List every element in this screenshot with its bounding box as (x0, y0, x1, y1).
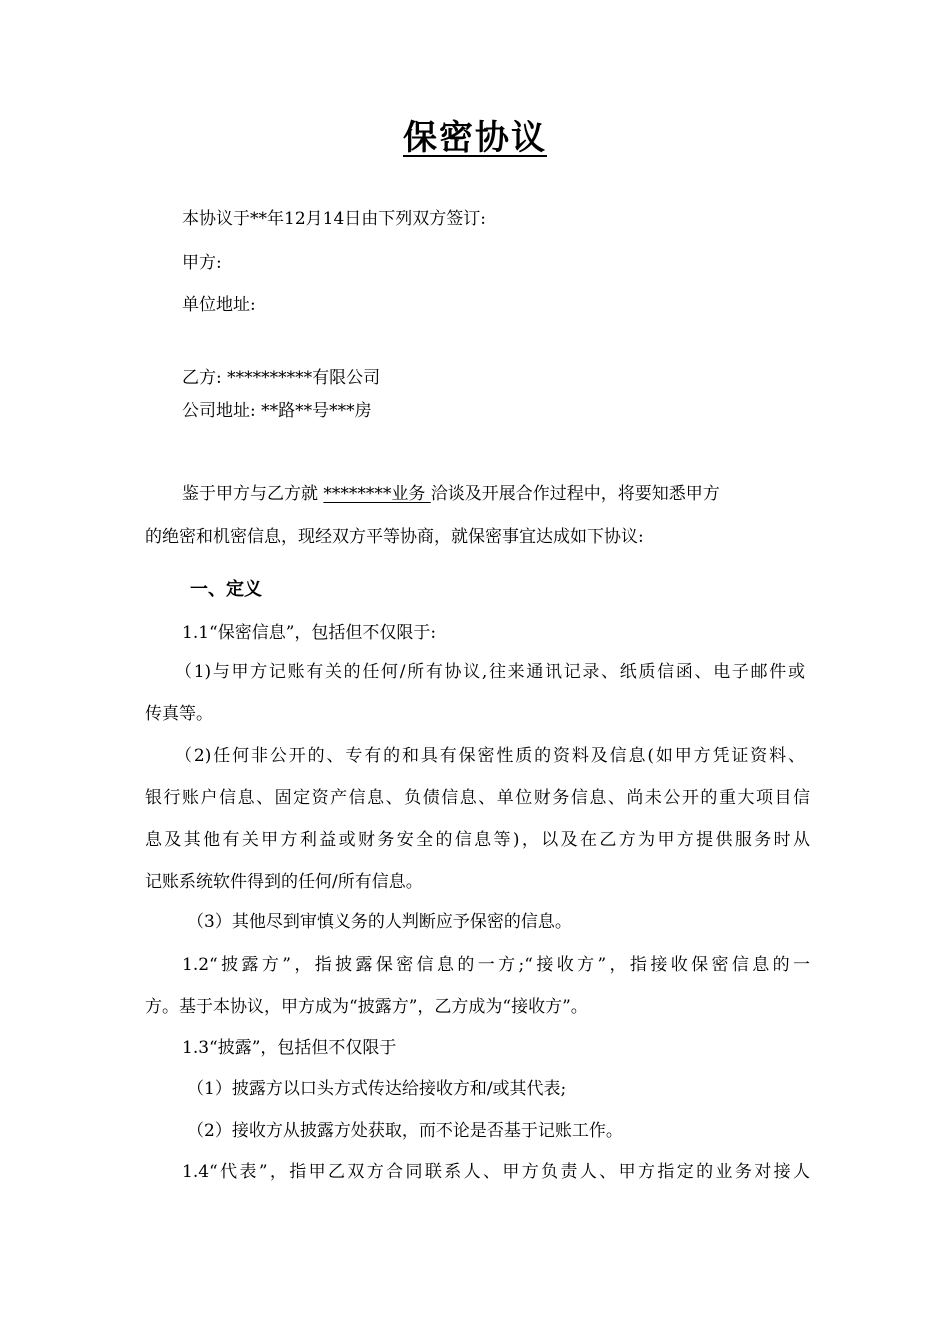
clause-1-1-item-1-line-1: （1)与甲方记账有关的任何/所有协议,往来通讯记录、纸质信函、电子邮件或 (175, 662, 805, 682)
preamble-line-1 (182, 482, 810, 506)
party-a-address-label: 单位地址: (182, 295, 256, 315)
clause-1-3: 1.3“披露”，包括但不仅限于 (182, 1038, 397, 1058)
clause-1-1: 1.1“保密信息”，包括但不仅限于: (182, 623, 437, 643)
preamble-business-field: ********业务 (323, 484, 431, 504)
clause-1-2-line-1: 1.2“披露方”，指披露保密信息的一方;“接收方”，指接收保密信息的一 (182, 955, 810, 975)
document-title-text: 保密协议 (403, 118, 547, 158)
section-1-heading: 一、定义 (190, 579, 262, 600)
clause-1-1-item-1-line-2: 传真等。 (145, 704, 213, 724)
clause-1-1-item-2-line-4: 记账系统软件得到的任何/所有信息。 (145, 872, 423, 892)
clause-1-1-item-2-line-1: （2)任何非公开的、专有的和具有保密性质的资料及信息(如甲方凭证资料、 (175, 746, 805, 766)
clause-1-1-item-3: （3）其他尽到审慎义务的人判断应予保密的信息。 (187, 912, 572, 932)
document-title (0, 112, 950, 164)
preamble-line-2: 的绝密和机密信息，现经双方平等协商，就保密事宜达成如下协议: (145, 527, 644, 547)
preamble-post-text: 洽谈及开展合作过程中，将要知悉甲方 (430, 484, 720, 504)
preamble-pre-text: 鉴于甲方与乙方就 (182, 484, 324, 504)
clause-1-2-line-2: 方。基于本协议，甲方成为“披露方”，乙方成为“接收方”。 (145, 997, 588, 1017)
clause-1-4-line-1: 1.4“代表”，指甲乙双方合同联系人、甲方负责人、甲方指定的业务对接人 (182, 1162, 810, 1182)
clause-1-1-item-2-line-2: 银行账户信息、固定资产信息、负债信息、单位财务信息、尚未公开的重大项目信 (145, 788, 810, 808)
party-a-label: 甲方: (182, 253, 222, 273)
party-b-line: 乙方: **********有限公司 (182, 368, 381, 388)
party-b-address-line: 公司地址: **路**号***房 (182, 401, 372, 421)
clause-1-1-item-2-line-3: 息及其他有关甲方利益或财务安全的信息等)，以及在乙方为甲方提供服务时从 (145, 830, 810, 850)
clause-1-3-item-2: （2）接收方从披露方处获取，而不论是否基于记账工作。 (187, 1121, 623, 1141)
clause-1-3-item-1: （1）披露方以口头方式传达给接收方和/或其代表; (187, 1079, 567, 1099)
signing-statement: 本协议于**年12月14日由下列双方签订: (182, 209, 486, 229)
